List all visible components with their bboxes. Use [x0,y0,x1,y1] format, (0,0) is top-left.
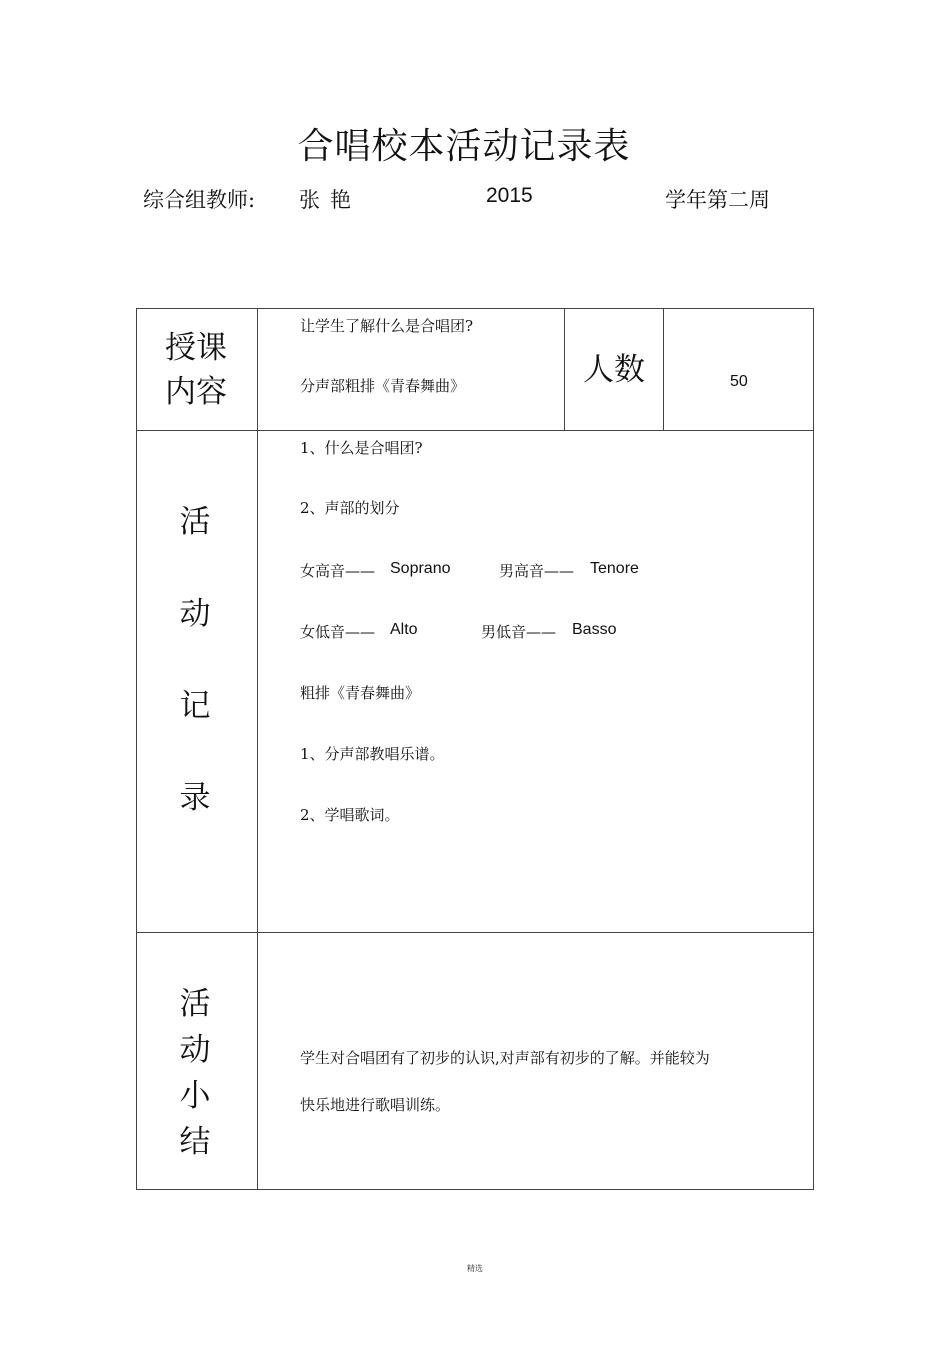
record-item: 2、声部的划分 [300,499,400,517]
voice-part-label: 女低音—— [300,623,376,641]
voice-part-value: Soprano [390,560,451,577]
voice-part-label: 女高音—— [300,562,376,580]
column-divider [257,308,258,1190]
school-year: 2015 [486,184,533,207]
count-label: 人数 [583,352,645,388]
footer-mark: 精选 [467,1264,483,1273]
activity-summary-label [170,982,220,1166]
summary-text-line: 快乐地进行歌唱训练。 [300,1096,451,1114]
column-divider [564,308,565,431]
activity-record-label [170,500,220,868]
record-item: 1、分声部教唱乐谱。 [300,745,445,763]
voice-part-label: 男低音—— [481,623,557,641]
activity-label-char: 录 [179,780,211,816]
activity-label-char: 活 [179,504,211,540]
voice-part-value: Alto [390,621,418,638]
count-value: 50 [730,373,748,390]
summary-label-char: 小 [179,1078,211,1114]
voice-part-value: Tenore [590,560,639,577]
activity-label-char: 记 [179,688,211,724]
summary-text-line: 学生对合唱团有了初步的认识,对声部有初步的了解。并能较为 [300,1049,710,1067]
row-divider [136,430,814,431]
row-divider [136,932,814,933]
teaching-label-line2: 内容 [165,374,227,410]
teaching-label-line1: 授课 [165,330,227,366]
record-item: 1、什么是合唱团? [300,439,423,457]
voice-part-label: 男高音—— [499,562,575,580]
summary-label-char: 结 [179,1124,211,1160]
teacher-name: 张艳 [299,188,361,212]
page-title: 合唱校本活动记录表 [297,126,631,167]
summary-label-char: 活 [179,986,211,1022]
teaching-content-line: 让学生了解什么是合唱团? [300,317,474,335]
group-label: 综合组教师: [143,188,256,212]
voice-part-value: Basso [572,621,617,638]
column-divider [663,308,664,431]
teaching-content-line: 分声部粗排《青春舞曲》 [300,377,466,395]
week-label: 学年第二周 [665,188,770,212]
record-item: 2、学唱歌词。 [300,806,400,824]
record-item: 粗排《青春舞曲》 [300,684,421,702]
teaching-content-label [150,326,242,414]
summary-label-char: 动 [179,1032,211,1068]
activity-label-char: 动 [179,596,211,632]
